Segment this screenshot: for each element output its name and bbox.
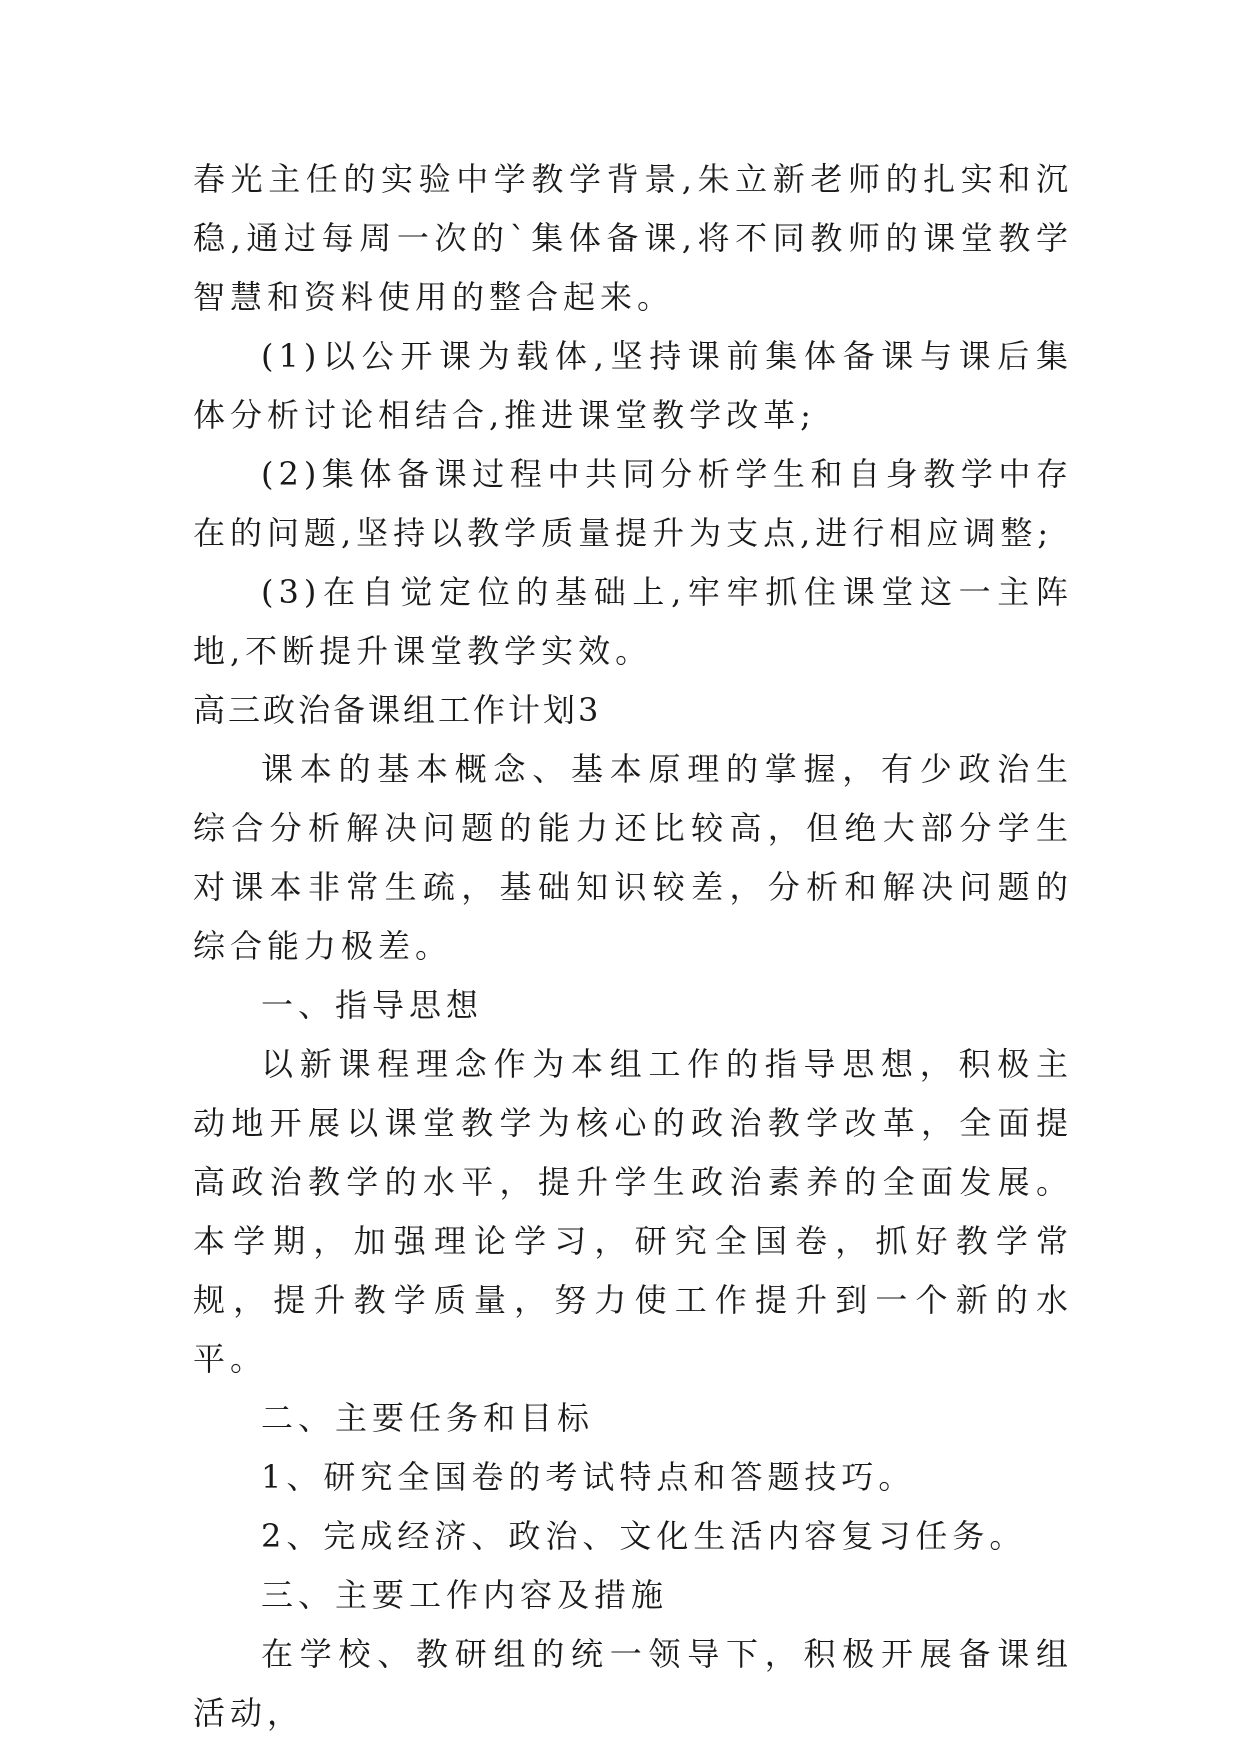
paragraph-item-3: (3)在自觉定位的基础上,牢牢抓住课堂这一主阵地,不断提升课堂教学实效。: [193, 573, 1073, 670]
paragraph-item-1: (1)以公开课为载体,坚持课前集体备课与课后集体分析讨论相结合,推进课堂教学改革;: [193, 337, 1073, 434]
subheading-work-content: 三、主要工作内容及措施: [261, 1576, 669, 1614]
paragraph-student-analysis: 课本的基本概念、基本原理的掌握，有少政治生综合分析解决问题的能力还比较高，但绝大部分学生对课本非常生疏，基础知识较差，分析和解决问题的综合能力极差。: [193, 750, 1073, 965]
document-body: [193, 150, 1073, 1743]
paragraph-work-content: 在学校、教研组的统一领导下，积极开展备课组活动，: [193, 1635, 1073, 1732]
paragraph-collective-lesson-prep: 春光主任的实验中学教学背景,朱立新老师的扎实和沉稳,通过每周一次的`集体备课,将不同教师的课堂教学智慧和资料使用的整合起来。: [193, 160, 1073, 316]
paragraph-item-2: (2)集体备课过程中共同分析学生和自身教学中存在的问题,坚持以教学质量提升为支点,进行相应调整;: [193, 455, 1073, 552]
subheading-guiding-ideology: 一、指导思想: [261, 986, 484, 1024]
paragraph-guiding-ideology: 以新课程理念作为本组工作的指导思想，积极主动地开展以课堂教学为核心的政治教学改革，全面提高政治教学的水平，提升学生政治素养的全面发展。本学期，加强理论学习，研究全国卷，抓好教学常规，提升教学质量，努力使工作提升到一个新的水平。: [193, 1045, 1073, 1378]
section-title: 高三政治备课组工作计划3: [193, 691, 602, 729]
subheading-tasks-goals: 二、主要任务和目标: [261, 1399, 595, 1437]
paragraph-task-2: 2、完成经济、政治、文化生活内容复习任务。: [261, 1517, 1027, 1555]
paragraph-task-1: 1、研究全国卷的考试特点和答题技巧。: [261, 1458, 916, 1496]
